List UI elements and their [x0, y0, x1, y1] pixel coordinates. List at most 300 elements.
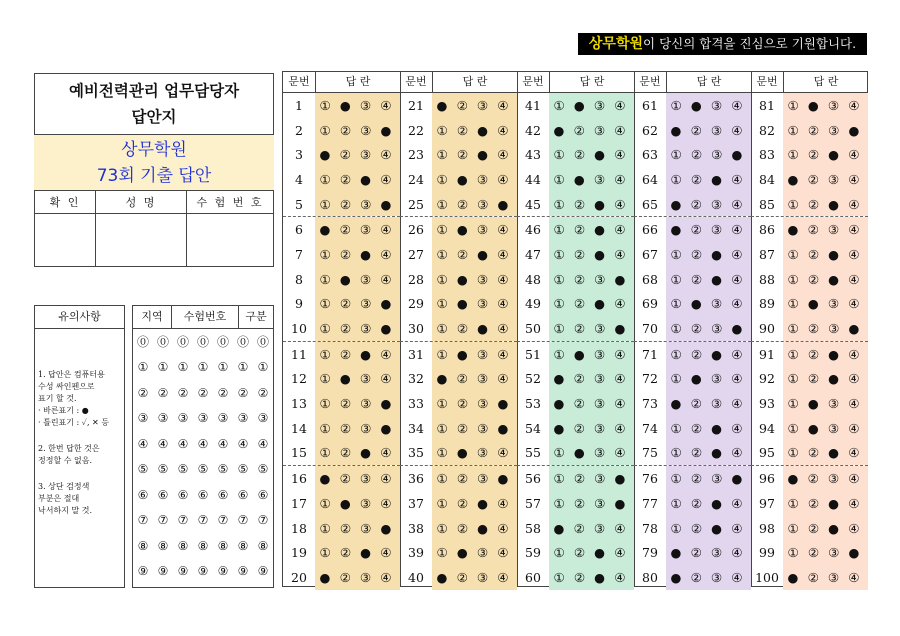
empty-bubble[interactable]: ③	[593, 122, 606, 138]
empty-bubble[interactable]: ③	[593, 420, 606, 436]
grid-bubble[interactable]: ①	[257, 360, 269, 375]
empty-bubble[interactable]: ②	[339, 420, 352, 436]
filled-bubble[interactable]: ●	[670, 222, 682, 238]
filled-bubble[interactable]: ●	[319, 222, 331, 238]
filled-bubble[interactable]: ●	[477, 147, 489, 163]
empty-bubble[interactable]: ④	[497, 147, 509, 163]
grid-bubble[interactable]: ②	[197, 385, 209, 400]
empty-bubble[interactable]: ①	[319, 495, 331, 511]
filled-bubble[interactable]: ●	[848, 545, 860, 561]
grid-bubble[interactable]: ②	[137, 385, 149, 400]
grid-bubble[interactable]: ①	[157, 360, 169, 375]
empty-bubble[interactable]: ①	[436, 271, 448, 287]
empty-bubble[interactable]: ④	[731, 296, 743, 312]
filled-bubble[interactable]: ●	[711, 520, 723, 536]
empty-bubble[interactable]: ④	[731, 569, 743, 585]
empty-bubble[interactable]: ④	[614, 222, 626, 238]
empty-bubble[interactable]: ④	[614, 196, 626, 212]
filled-bubble[interactable]: ●	[360, 346, 372, 362]
empty-bubble[interactable]: ①	[553, 321, 565, 337]
empty-bubble[interactable]: ④	[848, 222, 860, 238]
grid-bubble[interactable]: ⓪	[136, 335, 149, 350]
filled-bubble[interactable]: ●	[828, 246, 840, 262]
filled-bubble[interactable]: ●	[497, 420, 509, 436]
empty-bubble[interactable]: ④	[497, 321, 509, 337]
filled-bubble[interactable]: ●	[497, 471, 509, 487]
empty-bubble[interactable]: ③	[711, 471, 723, 487]
empty-bubble[interactable]: ④	[848, 396, 860, 412]
empty-bubble[interactable]: ③	[593, 371, 606, 387]
grid-bubble[interactable]: ④	[137, 436, 149, 451]
filled-bubble[interactable]: ●	[360, 171, 372, 187]
filled-bubble[interactable]: ●	[614, 495, 626, 511]
filled-bubble[interactable]: ●	[614, 271, 626, 287]
empty-bubble[interactable]: ①	[553, 271, 565, 287]
grid-bubble[interactable]: ⑧	[257, 538, 269, 553]
grid-bubble[interactable]: ⑨	[257, 564, 269, 579]
filled-bubble[interactable]: ●	[360, 246, 372, 262]
empty-bubble[interactable]: ①	[670, 246, 682, 262]
empty-bubble[interactable]: ②	[573, 569, 586, 585]
empty-bubble[interactable]: ①	[436, 495, 448, 511]
grid-bubble[interactable]: ⑥	[137, 487, 149, 502]
exam-number-field[interactable]	[187, 214, 274, 267]
empty-bubble[interactable]: ③	[476, 296, 489, 312]
empty-bubble[interactable]: ④	[380, 495, 392, 511]
grid-bubble[interactable]: ④	[197, 436, 209, 451]
filled-bubble[interactable]: ●	[828, 520, 840, 536]
grid-bubble[interactable]: ⑤	[217, 462, 229, 477]
filled-bubble[interactable]: ●	[828, 271, 840, 287]
grid-bubble[interactable]: ⑨	[197, 564, 209, 579]
empty-bubble[interactable]: ①	[787, 420, 799, 436]
grid-bubble[interactable]: ①	[137, 360, 149, 375]
empty-bubble[interactable]: ②	[339, 222, 351, 238]
empty-bubble[interactable]: ②	[456, 420, 469, 436]
empty-bubble[interactable]: ③	[710, 222, 723, 238]
empty-bubble[interactable]: ①	[553, 222, 565, 238]
empty-bubble[interactable]: ③	[710, 545, 723, 561]
filled-bubble[interactable]: ●	[670, 196, 682, 212]
empty-bubble[interactable]: ③	[476, 445, 489, 461]
empty-bubble[interactable]: ①	[670, 420, 682, 436]
empty-bubble[interactable]: ②	[690, 271, 703, 287]
filled-bubble[interactable]: ●	[711, 171, 723, 187]
empty-bubble[interactable]: ②	[690, 321, 703, 337]
filled-bubble[interactable]: ●	[456, 545, 468, 561]
empty-bubble[interactable]: ③	[359, 471, 372, 487]
empty-bubble[interactable]: ③	[360, 396, 372, 412]
filled-bubble[interactable]: ●	[477, 246, 489, 262]
empty-bubble[interactable]: ②	[339, 296, 352, 312]
grid-bubble[interactable]: ⑦	[197, 513, 209, 528]
empty-bubble[interactable]: ②	[690, 569, 702, 585]
empty-bubble[interactable]: ④	[380, 471, 392, 487]
empty-bubble[interactable]: ①	[436, 296, 448, 312]
empty-bubble[interactable]: ①	[319, 371, 331, 387]
empty-bubble[interactable]: ②	[339, 445, 352, 461]
empty-bubble[interactable]: ③	[827, 420, 840, 436]
empty-bubble[interactable]: ③	[594, 321, 606, 337]
empty-bubble[interactable]: ③	[827, 471, 840, 487]
empty-bubble[interactable]: ④	[380, 371, 392, 387]
empty-bubble[interactable]: ③	[593, 97, 606, 113]
filled-bubble[interactable]: ●	[807, 420, 819, 436]
empty-bubble[interactable]: ①	[436, 196, 448, 212]
empty-bubble[interactable]: ③	[711, 147, 723, 163]
empty-bubble[interactable]: ③	[476, 97, 489, 113]
empty-bubble[interactable]: ③	[827, 222, 840, 238]
filled-bubble[interactable]: ●	[456, 445, 468, 461]
filled-bubble[interactable]: ●	[807, 396, 819, 412]
empty-bubble[interactable]: ②	[807, 122, 820, 138]
empty-bubble[interactable]: ②	[573, 371, 585, 387]
grid-bubble[interactable]: ⑧	[217, 538, 229, 553]
empty-bubble[interactable]: ④	[497, 371, 509, 387]
filled-bubble[interactable]: ●	[380, 520, 392, 536]
empty-bubble[interactable]: ①	[670, 520, 682, 536]
filled-bubble[interactable]: ●	[711, 445, 723, 461]
empty-bubble[interactable]: ①	[670, 171, 682, 187]
empty-bubble[interactable]: ②	[690, 171, 703, 187]
grid-bubble[interactable]: ⑧	[137, 538, 149, 553]
empty-bubble[interactable]: ①	[670, 346, 682, 362]
empty-bubble[interactable]: ②	[573, 545, 586, 561]
empty-bubble[interactable]: ②	[456, 196, 469, 212]
empty-bubble[interactable]: ①	[553, 147, 565, 163]
empty-bubble[interactable]: ④	[380, 222, 392, 238]
empty-bubble[interactable]: ④	[731, 97, 743, 113]
filled-bubble[interactable]: ●	[711, 495, 723, 511]
empty-bubble[interactable]: ②	[807, 520, 820, 536]
empty-bubble[interactable]: ①	[787, 321, 799, 337]
grid-bubble[interactable]: ④	[237, 436, 249, 451]
grid-bubble[interactable]: ⑤	[177, 462, 189, 477]
empty-bubble[interactable]: ①	[670, 321, 682, 337]
grid-bubble[interactable]: ②	[177, 385, 189, 400]
empty-bubble[interactable]: ③	[710, 196, 723, 212]
empty-bubble[interactable]: ④	[614, 420, 626, 436]
empty-bubble[interactable]: ①	[787, 147, 799, 163]
grid-bubble[interactable]: ⓪	[196, 335, 209, 350]
empty-bubble[interactable]: ①	[319, 271, 331, 287]
grid-bubble[interactable]: ⓪	[216, 335, 229, 350]
grid-bubble[interactable]: ⑥	[257, 487, 269, 502]
empty-bubble[interactable]: ③	[828, 122, 840, 138]
empty-bubble[interactable]: ④	[848, 147, 860, 163]
empty-bubble[interactable]: ④	[380, 147, 392, 163]
empty-bubble[interactable]: ②	[573, 495, 586, 511]
empty-bubble[interactable]: ③	[359, 271, 372, 287]
empty-bubble[interactable]: ③	[476, 371, 489, 387]
grid-bubble[interactable]: ③	[137, 411, 149, 426]
grid-bubble[interactable]: ①	[177, 360, 189, 375]
empty-bubble[interactable]: ①	[436, 321, 448, 337]
grid-bubble[interactable]: ⑦	[157, 513, 169, 528]
empty-bubble[interactable]: ①	[787, 97, 799, 113]
grid-bubble[interactable]: ⓪	[236, 335, 249, 350]
empty-bubble[interactable]: ①	[553, 171, 565, 187]
empty-bubble[interactable]: ④	[497, 569, 509, 585]
filled-bubble[interactable]: ●	[594, 147, 606, 163]
empty-bubble[interactable]: ④	[848, 196, 860, 212]
empty-bubble[interactable]: ①	[436, 471, 448, 487]
grid-bubble[interactable]: ③	[217, 411, 229, 426]
empty-bubble[interactable]: ①	[553, 569, 565, 585]
empty-bubble[interactable]: ②	[573, 396, 585, 412]
empty-bubble[interactable]: ①	[436, 396, 448, 412]
filled-bubble[interactable]: ●	[380, 420, 392, 436]
grid-bubble[interactable]: ⑧	[237, 538, 249, 553]
filled-bubble[interactable]: ●	[594, 196, 606, 212]
empty-bubble[interactable]: ①	[670, 495, 682, 511]
empty-bubble[interactable]: ③	[593, 346, 606, 362]
empty-bubble[interactable]: ④	[497, 222, 509, 238]
empty-bubble[interactable]: ④	[848, 271, 860, 287]
empty-bubble[interactable]: ①	[319, 122, 331, 138]
grid-bubble[interactable]: ②	[257, 385, 269, 400]
empty-bubble[interactable]: ①	[787, 371, 799, 387]
empty-bubble[interactable]: ③	[827, 296, 840, 312]
empty-bubble[interactable]: ③	[476, 346, 489, 362]
filled-bubble[interactable]: ●	[787, 569, 799, 585]
empty-bubble[interactable]: ③	[360, 122, 372, 138]
empty-bubble[interactable]: ②	[690, 520, 703, 536]
empty-bubble[interactable]: ③	[827, 569, 840, 585]
empty-bubble[interactable]: ②	[807, 171, 819, 187]
empty-bubble[interactable]: ①	[436, 171, 448, 187]
filled-bubble[interactable]: ●	[594, 296, 606, 312]
filled-bubble[interactable]: ●	[614, 471, 626, 487]
empty-bubble[interactable]: ①	[319, 445, 331, 461]
grid-bubble[interactable]: ⑦	[177, 513, 189, 528]
empty-bubble[interactable]: ①	[670, 445, 682, 461]
grid-bubble[interactable]: ②	[157, 385, 169, 400]
empty-bubble[interactable]: ③	[477, 420, 489, 436]
grid-bubble[interactable]: ⓪	[176, 335, 189, 350]
grid-bubble[interactable]: ⑨	[157, 564, 169, 579]
filled-bubble[interactable]: ●	[711, 346, 723, 362]
filled-bubble[interactable]: ●	[456, 222, 468, 238]
grid-bubble[interactable]: ⑥	[177, 487, 189, 502]
filled-bubble[interactable]: ●	[339, 371, 351, 387]
grid-bubble[interactable]: ②	[237, 385, 249, 400]
empty-bubble[interactable]: ①	[787, 495, 799, 511]
empty-bubble[interactable]: ①	[787, 122, 799, 138]
empty-bubble[interactable]: ①	[553, 545, 565, 561]
filled-bubble[interactable]: ●	[319, 147, 331, 163]
empty-bubble[interactable]: ④	[731, 246, 743, 262]
empty-bubble[interactable]: ②	[456, 122, 469, 138]
filled-bubble[interactable]: ●	[670, 569, 682, 585]
grid-bubble[interactable]: ⑥	[157, 487, 169, 502]
empty-bubble[interactable]: ②	[456, 97, 468, 113]
empty-bubble[interactable]: ①	[436, 445, 448, 461]
grid-bubble[interactable]: ⑦	[217, 513, 229, 528]
empty-bubble[interactable]: ④	[497, 445, 509, 461]
empty-bubble[interactable]: ④	[614, 246, 626, 262]
empty-bubble[interactable]: ②	[573, 296, 586, 312]
empty-bubble[interactable]: ④	[731, 271, 743, 287]
grid-bubble[interactable]: ⑦	[237, 513, 249, 528]
empty-bubble[interactable]: ③	[477, 196, 489, 212]
empty-bubble[interactable]: ①	[436, 520, 448, 536]
empty-bubble[interactable]: ②	[456, 520, 469, 536]
empty-bubble[interactable]: ②	[339, 346, 352, 362]
filled-bubble[interactable]: ●	[380, 396, 392, 412]
empty-bubble[interactable]: ①	[787, 246, 799, 262]
filled-bubble[interactable]: ●	[477, 321, 489, 337]
filled-bubble[interactable]: ●	[828, 147, 840, 163]
filled-bubble[interactable]: ●	[807, 296, 819, 312]
empty-bubble[interactable]: ④	[614, 371, 626, 387]
empty-bubble[interactable]: ④	[497, 271, 509, 287]
empty-bubble[interactable]: ②	[807, 569, 819, 585]
empty-bubble[interactable]: ④	[614, 569, 626, 585]
empty-bubble[interactable]: ③	[359, 222, 372, 238]
empty-bubble[interactable]: ④	[848, 495, 860, 511]
empty-bubble[interactable]: ④	[380, 445, 392, 461]
empty-bubble[interactable]: ①	[787, 520, 799, 536]
empty-bubble[interactable]: ④	[848, 97, 860, 113]
empty-bubble[interactable]: ④	[848, 346, 860, 362]
empty-bubble[interactable]: ①	[436, 222, 448, 238]
empty-bubble[interactable]: ②	[690, 495, 703, 511]
empty-bubble[interactable]: ③	[359, 371, 372, 387]
empty-bubble[interactable]: ①	[319, 520, 331, 536]
grid-bubble[interactable]: ⑨	[177, 564, 189, 579]
empty-bubble[interactable]: ①	[670, 296, 682, 312]
filled-bubble[interactable]: ●	[670, 122, 682, 138]
filled-bubble[interactable]: ●	[828, 371, 840, 387]
filled-bubble[interactable]: ●	[731, 147, 743, 163]
empty-bubble[interactable]: ②	[807, 321, 820, 337]
grid-bubble[interactable]: ③	[257, 411, 269, 426]
empty-bubble[interactable]: ①	[319, 420, 331, 436]
grid-bubble[interactable]: ⑦	[257, 513, 269, 528]
empty-bubble[interactable]: ③	[828, 321, 840, 337]
empty-bubble[interactable]: ①	[670, 271, 682, 287]
grid-bubble[interactable]: ⑧	[177, 538, 189, 553]
empty-bubble[interactable]: ②	[690, 246, 703, 262]
empty-bubble[interactable]: ②	[456, 569, 468, 585]
empty-bubble[interactable]: ③	[828, 545, 840, 561]
filled-bubble[interactable]: ●	[477, 122, 489, 138]
grid-bubble[interactable]: ⓪	[256, 335, 269, 350]
empty-bubble[interactable]: ①	[787, 545, 799, 561]
empty-bubble[interactable]: ②	[690, 147, 703, 163]
empty-bubble[interactable]: ②	[690, 445, 703, 461]
filled-bubble[interactable]: ●	[456, 346, 468, 362]
empty-bubble[interactable]: ④	[731, 396, 743, 412]
empty-bubble[interactable]: ④	[731, 171, 743, 187]
empty-bubble[interactable]: ③	[710, 569, 723, 585]
empty-bubble[interactable]: ④	[731, 222, 743, 238]
filled-bubble[interactable]: ●	[436, 371, 448, 387]
empty-bubble[interactable]: ②	[573, 222, 586, 238]
empty-bubble[interactable]: ②	[573, 271, 586, 287]
empty-bubble[interactable]: ①	[553, 471, 565, 487]
empty-bubble[interactable]: ④	[848, 296, 860, 312]
empty-bubble[interactable]: ②	[807, 271, 820, 287]
empty-bubble[interactable]: ③	[476, 569, 489, 585]
grid-bubble[interactable]: ①	[197, 360, 209, 375]
empty-bubble[interactable]: ③	[360, 296, 372, 312]
empty-bubble[interactable]: ③	[476, 171, 489, 187]
empty-bubble[interactable]: ②	[690, 471, 703, 487]
empty-bubble[interactable]: ②	[456, 371, 468, 387]
grid-bubble[interactable]: ⑤	[257, 462, 269, 477]
empty-bubble[interactable]: ②	[339, 396, 352, 412]
grid-bubble[interactable]: ①	[217, 360, 229, 375]
filled-bubble[interactable]: ●	[360, 445, 372, 461]
empty-bubble[interactable]: ④	[497, 171, 509, 187]
empty-bubble[interactable]: ④	[614, 346, 626, 362]
empty-bubble[interactable]: ④	[614, 296, 626, 312]
empty-bubble[interactable]: ④	[497, 246, 509, 262]
empty-bubble[interactable]: ④	[497, 520, 509, 536]
empty-bubble[interactable]: ②	[456, 321, 469, 337]
filled-bubble[interactable]: ●	[787, 222, 799, 238]
empty-bubble[interactable]: ②	[339, 545, 352, 561]
filled-bubble[interactable]: ●	[380, 196, 392, 212]
filled-bubble[interactable]: ●	[828, 346, 840, 362]
empty-bubble[interactable]: ①	[787, 346, 799, 362]
empty-bubble[interactable]: ④	[731, 420, 743, 436]
empty-bubble[interactable]: ③	[476, 271, 489, 287]
empty-bubble[interactable]: ①	[553, 346, 565, 362]
empty-bubble[interactable]: ①	[670, 471, 682, 487]
empty-bubble[interactable]: ②	[807, 222, 819, 238]
filled-bubble[interactable]: ●	[731, 471, 743, 487]
empty-bubble[interactable]: ①	[319, 396, 331, 412]
empty-bubble[interactable]: ②	[339, 569, 351, 585]
grid-bubble[interactable]: ③	[197, 411, 209, 426]
filled-bubble[interactable]: ●	[594, 545, 606, 561]
empty-bubble[interactable]: ①	[319, 196, 331, 212]
empty-bubble[interactable]: ②	[690, 122, 702, 138]
filled-bubble[interactable]: ●	[594, 246, 606, 262]
filled-bubble[interactable]: ●	[339, 271, 351, 287]
empty-bubble[interactable]: ①	[436, 545, 448, 561]
empty-bubble[interactable]: ④	[848, 520, 860, 536]
empty-bubble[interactable]: ③	[827, 171, 840, 187]
grid-bubble[interactable]: ⑤	[197, 462, 209, 477]
empty-bubble[interactable]: ②	[339, 520, 352, 536]
filled-bubble[interactable]: ●	[497, 396, 509, 412]
grid-bubble[interactable]: ⑤	[137, 462, 149, 477]
empty-bubble[interactable]: ③	[477, 471, 489, 487]
empty-bubble[interactable]: ③	[710, 296, 723, 312]
empty-bubble[interactable]: ④	[497, 122, 509, 138]
filled-bubble[interactable]: ●	[456, 271, 468, 287]
grid-bubble[interactable]: ⑧	[197, 538, 209, 553]
filled-bubble[interactable]: ●	[319, 471, 331, 487]
empty-bubble[interactable]: ②	[690, 222, 702, 238]
filled-bubble[interactable]: ●	[553, 371, 565, 387]
empty-bubble[interactable]: ③	[710, 122, 723, 138]
empty-bubble[interactable]: ④	[497, 346, 509, 362]
empty-bubble[interactable]: ④	[731, 495, 743, 511]
filled-bubble[interactable]: ●	[711, 246, 723, 262]
empty-bubble[interactable]: ④	[848, 471, 860, 487]
empty-bubble[interactable]: ③	[477, 396, 489, 412]
empty-bubble[interactable]: ④	[731, 445, 743, 461]
filled-bubble[interactable]: ●	[711, 271, 723, 287]
empty-bubble[interactable]: ①	[553, 196, 565, 212]
empty-bubble[interactable]: ②	[573, 420, 585, 436]
filled-bubble[interactable]: ●	[339, 97, 351, 113]
